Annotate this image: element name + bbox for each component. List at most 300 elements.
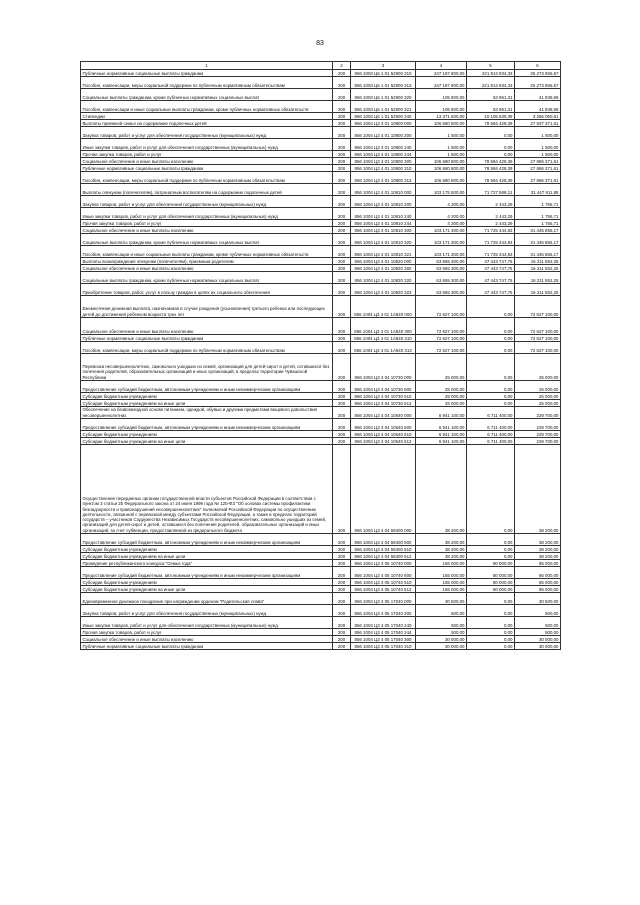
row-code: 200 [333, 643, 351, 650]
executed-amount: 0,00 [467, 381, 515, 393]
remaining-amount: 1 500,00 [515, 127, 561, 139]
executed-amount: 0,00 [467, 546, 515, 553]
row-code: 200 [333, 272, 351, 284]
remaining-amount: 229 700,00 [515, 431, 561, 438]
column-header: 5 [467, 62, 515, 70]
row-code: 200 [333, 196, 351, 208]
table-row [81, 335, 561, 342]
row-code: 200 [333, 318, 351, 335]
remaining-amount: 30 000,00 [515, 643, 561, 650]
row-code: 200 [333, 636, 351, 643]
remaining-amount: 25 000,00 [515, 400, 561, 407]
remaining-amount: 25 000,00 [515, 393, 561, 400]
budget-classification-code: 856 1004 Ц3 4 04 10640 600 [351, 419, 416, 431]
table-row [81, 431, 561, 438]
row-description: Пособия, компенсации и иные социальные выплаты гражданам, кроме публичных нормативных обязательств [81, 101, 333, 113]
table-row [81, 220, 561, 227]
executed-amount: 0,00 [467, 342, 515, 354]
approved-amount: 165 000,00 [416, 586, 467, 593]
budget-classification-code: 856 1004 Ц3 4 05 10740 000 [351, 560, 416, 567]
remaining-amount: 16 211 552,25 [515, 284, 561, 296]
executed-amount: 80 000,00 [467, 560, 515, 567]
approved-amount: 165 000,00 [416, 560, 467, 567]
budget-classification-code: 856 1004 Ц3 4 05 17040 310 [351, 643, 416, 650]
approved-amount: 1 500,00 [416, 139, 467, 151]
table-row [81, 381, 561, 393]
row-code: 200 [333, 172, 351, 184]
row-description: Выплаты опекунам (попечителям), патронатным воспитателям на содержание подопечных детей [81, 184, 333, 196]
table-row [81, 246, 561, 258]
executed-amount: 10 105 539,39 [467, 113, 515, 120]
row-description: Предоставление субсидий бюджетным, автономным учреждениям и иным некоммерческим организациям [81, 381, 333, 393]
row-code: 200 [333, 546, 351, 553]
remaining-amount: 38 200,00 [515, 534, 561, 546]
budget-classification-code: 856 1004 Ц3 4 01 10810 244 [351, 220, 416, 227]
row-code: 200 [333, 151, 351, 158]
column-header: 2 [333, 62, 351, 70]
budget-classification-code: 856 1004 Ц3 4 01 1А840 310 [351, 335, 416, 342]
approved-amount: 165 000,00 [416, 567, 467, 579]
table-row [81, 636, 561, 643]
row-code: 200 [333, 258, 351, 265]
row-description: Выплаты вознаграждения опекунам (попечителям), приемным родителям [81, 258, 333, 265]
row-code: 200 [333, 165, 351, 172]
remaining-amount: 3 266 060,61 [515, 113, 561, 120]
row-code: 200 [333, 127, 351, 139]
budget-classification-code: 856 1003 Ц6 1 01 52900 340 [351, 113, 416, 120]
budget-classification-code: 856 1004 Ц3 4 04 10640 610 [351, 431, 416, 438]
table-row [81, 101, 561, 113]
budget-classification-code: 856 1004 Ц3 4 01 10800 240 [351, 139, 416, 151]
remaining-amount: 27 886 371,61 [515, 158, 561, 165]
remaining-amount: 229 700,00 [515, 419, 561, 431]
executed-amount: 0,00 [467, 593, 515, 605]
row-code: 200 [333, 120, 351, 127]
remaining-amount: 31 445 855,17 [515, 234, 561, 246]
row-description: Субсидии бюджетным учреждениям на иные цели [81, 586, 333, 593]
executed-amount: 0,00 [467, 643, 515, 650]
row-code: 200 [333, 89, 351, 101]
row-description: Публичные нормативные социальные выплаты гражданам [81, 643, 333, 650]
remaining-amount: 500,00 [515, 629, 561, 636]
remaining-amount: 38 200,00 [515, 546, 561, 553]
remaining-amount: 1 756,71 [515, 220, 561, 227]
row-code: 200 [333, 227, 351, 234]
remaining-amount: 72 627 100,00 [515, 296, 561, 318]
executed-amount: 0,00 [467, 636, 515, 643]
budget-classification-code: 856 1004 Ц3 4 05 17040 000 [351, 593, 416, 605]
table-row [81, 586, 561, 593]
budget-classification-code: 856 1004 Ц3 4 01 10810 300 [351, 227, 416, 234]
row-description: Социальное обеспечение и иные выплаты населению [81, 636, 333, 643]
executed-amount: 0,00 [467, 393, 515, 400]
executed-amount: 71 725 444,83 [467, 234, 515, 246]
approved-amount: 6 941 100,00 [416, 419, 467, 431]
row-description: Прочая закупка товаров, работ и услуг [81, 629, 333, 636]
budget-classification-code: 856 1004 Ц3 4 01 10800 313 [351, 172, 416, 184]
table-row [81, 579, 561, 586]
budget-classification-code: 856 1004 Ц3 4 04 10730 000 [351, 354, 416, 381]
executed-amount: 47 443 747,75 [467, 265, 515, 272]
remaining-amount: 31 445 855,17 [515, 227, 561, 234]
approved-amount: 103 171 300,00 [416, 246, 467, 258]
table-row [81, 400, 561, 407]
table-row [81, 605, 561, 617]
approved-amount: 165 000,00 [416, 579, 467, 586]
row-code: 200 [333, 593, 351, 605]
remaining-amount: 25 273 865,67 [515, 70, 561, 77]
executed-amount: 0,00 [467, 534, 515, 546]
page-number: 83 [316, 40, 324, 47]
row-code: 200 [333, 208, 351, 220]
remaining-amount: 16 211 552,25 [515, 272, 561, 284]
approved-amount: 1 500,00 [416, 127, 467, 139]
row-description: Иные закупки товаров, работ и услуг для обеспечения государственных (муниципальных) нужд [81, 139, 333, 151]
row-description: Субсидии бюджетным учреждениям [81, 431, 333, 438]
row-description: Субсидии бюджетным учреждениям [81, 546, 333, 553]
table-row [81, 272, 561, 284]
approved-amount: 63 655 300,00 [416, 272, 467, 284]
remaining-amount: 1 500,00 [515, 151, 561, 158]
row-description: Предоставление субсидий бюджетным, автономным учреждениям и иным некоммерческим организациям [81, 567, 333, 579]
executed-amount: 0,00 [467, 127, 515, 139]
approved-amount: 72 627 100,00 [416, 342, 467, 354]
executed-amount: 63 961,31 [467, 101, 515, 113]
table-row [81, 342, 561, 354]
row-description: Выплаты приемной семье на содержание подопечных детей [81, 120, 333, 127]
budget-classification-code: 856 1004 Ц3 4 04 10640 612 [351, 438, 416, 445]
row-description: Публичные нормативные социальные выплаты гражданам [81, 335, 333, 342]
approved-amount: 30 500,00 [416, 593, 467, 605]
row-code: 200 [333, 354, 351, 381]
approved-amount: 25 000,00 [416, 393, 467, 400]
row-code: 200 [333, 438, 351, 445]
row-description: Пособия, компенсации, меры социальной поддержки по публичным нормативным обязательствам [81, 77, 333, 89]
table-row [81, 354, 561, 381]
executed-amount: 0,00 [467, 335, 515, 342]
table-row [81, 407, 561, 419]
row-code: 200 [333, 246, 351, 258]
table-row [81, 234, 561, 246]
row-description: Проведение республиканского конкурса "Семья года" [81, 560, 333, 567]
budget-classification-code: 856 1004 Ц3 4 01 10820 000 [351, 258, 416, 265]
table-row [81, 318, 561, 335]
table-row [81, 184, 561, 196]
executed-amount: 221 913 934,33 [467, 70, 515, 77]
row-description: Закупка товаров, работ и услуг для обеспечения государственных (муниципальных) нужд [81, 196, 333, 208]
remaining-amount: 72 627 100,00 [515, 318, 561, 335]
table-row [81, 534, 561, 546]
budget-classification-code: 856 1003 Ц6 1 01 52900 313 [351, 77, 416, 89]
approved-amount: 13 371 600,00 [416, 113, 467, 120]
executed-amount: 71 725 444,83 [467, 227, 515, 234]
row-description: Перевозка несовершеннолетних, самовольно ушедших из семей, организаций для детей-сирот и детей, оставшихся без попечения родителей, образовательных организаций и иных организаций, в пределах территории Чувашской Республики [81, 354, 333, 381]
table-row [81, 165, 561, 172]
column-header: 4 [416, 62, 467, 70]
table-row [81, 127, 561, 139]
remaining-amount: 72 627 100,00 [515, 342, 561, 354]
budget-classification-code: 856 1004 Ц3 4 04 59400 000 [351, 445, 416, 534]
row-code: 200 [333, 342, 351, 354]
row-code: 200 [333, 296, 351, 318]
row-description: Публичные нормативные социальные выплаты гражданам [81, 70, 333, 77]
approved-amount: 38 200,00 [416, 553, 467, 560]
row-description: Социальные выплаты гражданам, кроме публичных нормативных социальных выплат [81, 272, 333, 284]
approved-amount: 4 200,00 [416, 208, 467, 220]
remaining-amount: 31 445 855,17 [515, 246, 561, 258]
remaining-amount: 41 838,69 [515, 89, 561, 101]
row-description: Прочая закупка товаров, работ и услуг [81, 220, 333, 227]
budget-classification-code: 856 1004 Ц3 4 01 10820 323 [351, 284, 416, 296]
budget-classification-code: 856 1004 Ц3 4 01 1А840 000 [351, 296, 416, 318]
remaining-amount: 25 000,00 [515, 381, 561, 393]
row-code: 200 [333, 220, 351, 227]
row-code: 200 [333, 431, 351, 438]
table-row [81, 172, 561, 184]
approved-amount: 103 171 300,00 [416, 227, 467, 234]
budget-execution-table [80, 61, 561, 650]
table-row [81, 113, 561, 120]
row-code: 200 [333, 335, 351, 342]
budget-classification-code: 856 1004 Ц3 4 01 10820 300 [351, 265, 416, 272]
remaining-amount: 16 211 552,25 [515, 258, 561, 265]
approved-amount: 1 500,00 [416, 151, 467, 158]
approved-amount: 106 680 800,00 [416, 165, 467, 172]
table-row [81, 393, 561, 400]
executed-amount: 221 913 934,33 [467, 77, 515, 89]
approved-amount: 4 200,00 [416, 220, 467, 227]
table-row [81, 560, 561, 567]
executed-amount: 6 711 400,00 [467, 407, 515, 419]
budget-classification-code: 856 1004 Ц3 4 01 10810 200 [351, 196, 416, 208]
row-description: Обеспечение на безвозмездной основе питанием, одеждой, обувью и другими предметами вещевого довольствия несовершеннолетних [81, 407, 333, 419]
row-code: 200 [333, 113, 351, 120]
remaining-amount: 25 273 865,67 [515, 77, 561, 89]
budget-classification-code: 856 1004 Ц3 4 01 10810 240 [351, 208, 416, 220]
row-description: Иные закупки товаров, работ и услуг для обеспечения государственных (муниципальных) нужд [81, 208, 333, 220]
executed-amount: 47 443 747,75 [467, 284, 515, 296]
approved-amount: 30 000,00 [416, 636, 467, 643]
table-row [81, 227, 561, 234]
executed-amount: 0,00 [467, 617, 515, 629]
budget-classification-code: 856 1004 Ц3 4 05 10740 600 [351, 567, 416, 579]
table-row [81, 196, 561, 208]
approved-amount: 38 200,00 [416, 534, 467, 546]
row-description: Субсидии бюджетным учреждениям [81, 393, 333, 400]
row-code: 200 [333, 445, 351, 534]
approved-amount: 500,00 [416, 629, 467, 636]
row-description: Предоставление субсидий бюджетным, автономным учреждениям и иным некоммерческим организациям [81, 419, 333, 431]
row-description: Социальное обеспечение и иные выплаты населению [81, 318, 333, 335]
remaining-amount: 500,00 [515, 605, 561, 617]
row-code: 200 [333, 407, 351, 419]
row-description: Социальные выплаты гражданам, кроме публичных нормативных социальных выплат [81, 89, 333, 101]
row-description: Осуществление переданных органам государственной власти субъектов Российской Федерации в соответствии с пунктом 3 статьи 25 Федерального закона от 24 июня 1999 года № 120-ФЗ "Об основах системы профилактики безнадзорности и правонарушений несовершеннолетних" полномочий Российской Федерации по осуществлению деятельности, связанной с перевозкой между субъектами Российской Федерации, а также в пределах территорий государств – участников Содружества Независимых Государств несовершеннолетних, самовольно ушедших из семей, организаций для детей-сирот и детей, оставшихся без попечения родителей, образовательных организаций и иных организаций, за счет субвенции, предоставляемой из федерального бюджета [81, 445, 333, 534]
row-description: Социальные выплаты гражданам, кроме публичных нормативных социальных выплат [81, 234, 333, 246]
row-code: 200 [333, 139, 351, 151]
executed-amount: 6 711 400,00 [467, 419, 515, 431]
executed-amount: 6 711 400,00 [467, 438, 515, 445]
budget-classification-code: 856 1003 Ц6 1 01 52900 310 [351, 70, 416, 77]
row-code: 200 [333, 381, 351, 393]
approved-amount: 4 200,00 [416, 196, 467, 208]
budget-classification-code: 856 1004 Ц3 4 04 10730 610 [351, 393, 416, 400]
table-row [81, 208, 561, 220]
remaining-amount: 85 000,00 [515, 586, 561, 593]
row-code: 200 [333, 534, 351, 546]
table-row [81, 89, 561, 101]
approved-amount: 38 200,00 [416, 546, 467, 553]
approved-amount: 72 627 100,00 [416, 318, 467, 335]
remaining-amount: 25 000,00 [515, 354, 561, 381]
row-description: Пособия, компенсации, меры социальной поддержки по публичным нормативным обязательствам [81, 172, 333, 184]
executed-amount: 63 961,31 [467, 89, 515, 101]
row-description: Субсидии бюджетным учреждениям [81, 579, 333, 586]
table-row [81, 629, 561, 636]
approved-amount: 72 627 100,00 [416, 335, 467, 342]
remaining-amount: 27 886 371,61 [515, 172, 561, 184]
remaining-amount: 229 700,00 [515, 407, 561, 419]
executed-amount: 2 443,29 [467, 220, 515, 227]
row-description: Закупка товаров, работ и услуг для обеспечения государственных (муниципальных) нужд [81, 127, 333, 139]
budget-classification-code: 856 1004 Ц3 4 01 10820 320 [351, 272, 416, 284]
row-code: 200 [333, 419, 351, 431]
approved-amount: 106 680 800,00 [416, 158, 467, 165]
executed-amount: 47 443 747,75 [467, 272, 515, 284]
budget-classification-code: 856 1004 Ц3 4 05 17040 240 [351, 617, 416, 629]
row-description: Приобретение товаров, работ, услуг в пользу граждан в целях их социального обеспечения [81, 284, 333, 296]
row-description: Пособия, компенсации и иные социальные выплаты гражданам, кроме публичных нормативных обязательств [81, 246, 333, 258]
table-row [81, 567, 561, 579]
executed-amount: 80 000,00 [467, 579, 515, 586]
remaining-amount: 27 837 371,61 [515, 120, 561, 127]
row-code: 200 [333, 560, 351, 567]
row-code: 200 [333, 284, 351, 296]
approved-amount: 500,00 [416, 617, 467, 629]
row-description: Субсидии бюджетным учреждениям на иные цели [81, 438, 333, 445]
row-description: Субсидии бюджетным учреждениям на иные цели [81, 553, 333, 560]
remaining-amount: 31 447 911,88 [515, 184, 561, 196]
row-code: 200 [333, 579, 351, 586]
row-code: 200 [333, 234, 351, 246]
row-code: 200 [333, 586, 351, 593]
row-description: Пособия, компенсации, меры социальной поддержки по публичным нормативным обязательствам [81, 342, 333, 354]
approved-amount: 103 171 300,00 [416, 234, 467, 246]
remaining-amount: 30 500,00 [515, 593, 561, 605]
approved-amount: 106 680 800,00 [416, 120, 467, 127]
table-row [81, 258, 561, 265]
row-description: Закупка товаров, работ и услуг для обеспечения государственных (муниципальных) нужд [81, 605, 333, 617]
row-code: 200 [333, 629, 351, 636]
column-header: 3 [351, 62, 416, 70]
remaining-amount: 1 756,71 [515, 196, 561, 208]
row-description: Единовременное денежное поощрение при награждении орденом "Родительская слава" [81, 593, 333, 605]
executed-amount: 0,00 [467, 605, 515, 617]
row-code: 200 [333, 265, 351, 272]
remaining-amount: 27 886 371,61 [515, 165, 561, 172]
table-row [81, 158, 561, 165]
remaining-amount: 41 838,69 [515, 101, 561, 113]
executed-amount: 0,00 [467, 318, 515, 335]
approved-amount: 25 000,00 [416, 354, 467, 381]
table-row [81, 643, 561, 650]
table-row [81, 77, 561, 89]
remaining-amount: 1 500,00 [515, 139, 561, 151]
executed-amount: 0,00 [467, 400, 515, 407]
approved-amount: 25 000,00 [416, 381, 467, 393]
budget-classification-code: 856 1004 Ц3 4 01 10810 000 [351, 184, 416, 196]
table-row [81, 151, 561, 158]
remaining-amount: 38 200,00 [515, 553, 561, 560]
budget-classification-code: 856 1004 Ц3 4 05 10740 610 [351, 579, 416, 586]
approved-amount: 105 800,00 [416, 101, 467, 113]
approved-amount: 38 200,00 [416, 445, 467, 534]
table-row [81, 139, 561, 151]
row-code: 200 [333, 77, 351, 89]
approved-amount: 6 941 100,00 [416, 438, 467, 445]
executed-amount: 78 594 428,39 [467, 165, 515, 172]
table-row [81, 265, 561, 272]
table-header-row [81, 62, 561, 70]
approved-amount: 106 680 800,00 [416, 172, 467, 184]
executed-amount: 0,00 [467, 151, 515, 158]
row-description: Прочая закупка товаров, работ и услуг [81, 151, 333, 158]
budget-classification-code: 856 1004 Ц3 4 04 10730 600 [351, 381, 416, 393]
row-code: 200 [333, 400, 351, 407]
approved-amount: 247 187 800,00 [416, 70, 467, 77]
budget-classification-code: 856 1004 Ц3 4 04 59400 612 [351, 553, 416, 560]
table-row [81, 438, 561, 445]
budget-classification-code: 856 1004 Ц3 4 05 17040 200 [351, 605, 416, 617]
row-description: Социальное обеспечение и иные выплаты населению [81, 265, 333, 272]
table-row [81, 296, 561, 318]
row-description: Субсидии бюджетным учреждениям на иные цели [81, 400, 333, 407]
table-row [81, 593, 561, 605]
remaining-amount: 85 000,00 [515, 579, 561, 586]
executed-amount: 2 443,29 [467, 196, 515, 208]
row-description: Предоставление субсидий бюджетным, автономным учреждениям и иным некоммерческим организациям [81, 534, 333, 546]
table-row [81, 419, 561, 431]
column-header: 1 [81, 62, 333, 70]
approved-amount: 63 655 300,00 [416, 265, 467, 272]
executed-amount: 80 000,00 [467, 567, 515, 579]
budget-classification-code: 856 1004 Ц3 4 01 10810 320 [351, 234, 416, 246]
approved-amount: 63 655 300,00 [416, 284, 467, 296]
approved-amount: 30 000,00 [416, 643, 467, 650]
approved-amount: 72 627 100,00 [416, 296, 467, 318]
executed-amount: 71 727 588,12 [467, 184, 515, 196]
row-code: 200 [333, 617, 351, 629]
row-code: 200 [333, 567, 351, 579]
executed-amount: 78 594 428,39 [467, 120, 515, 127]
executed-amount: 71 725 444,83 [467, 246, 515, 258]
table-row [81, 120, 561, 127]
row-code: 200 [333, 605, 351, 617]
table-row [81, 284, 561, 296]
row-code: 200 [333, 553, 351, 560]
executed-amount: 0,00 [467, 553, 515, 560]
row-code: 200 [333, 158, 351, 165]
remaining-amount: 85 000,00 [515, 560, 561, 567]
executed-amount: 0,00 [467, 296, 515, 318]
executed-amount: 78 594 428,39 [467, 158, 515, 165]
table-row [81, 70, 561, 77]
row-code: 200 [333, 70, 351, 77]
approved-amount: 105 800,00 [416, 89, 467, 101]
table-row [81, 445, 561, 534]
table-body [81, 70, 561, 650]
executed-amount: 47 443 747,75 [467, 258, 515, 265]
